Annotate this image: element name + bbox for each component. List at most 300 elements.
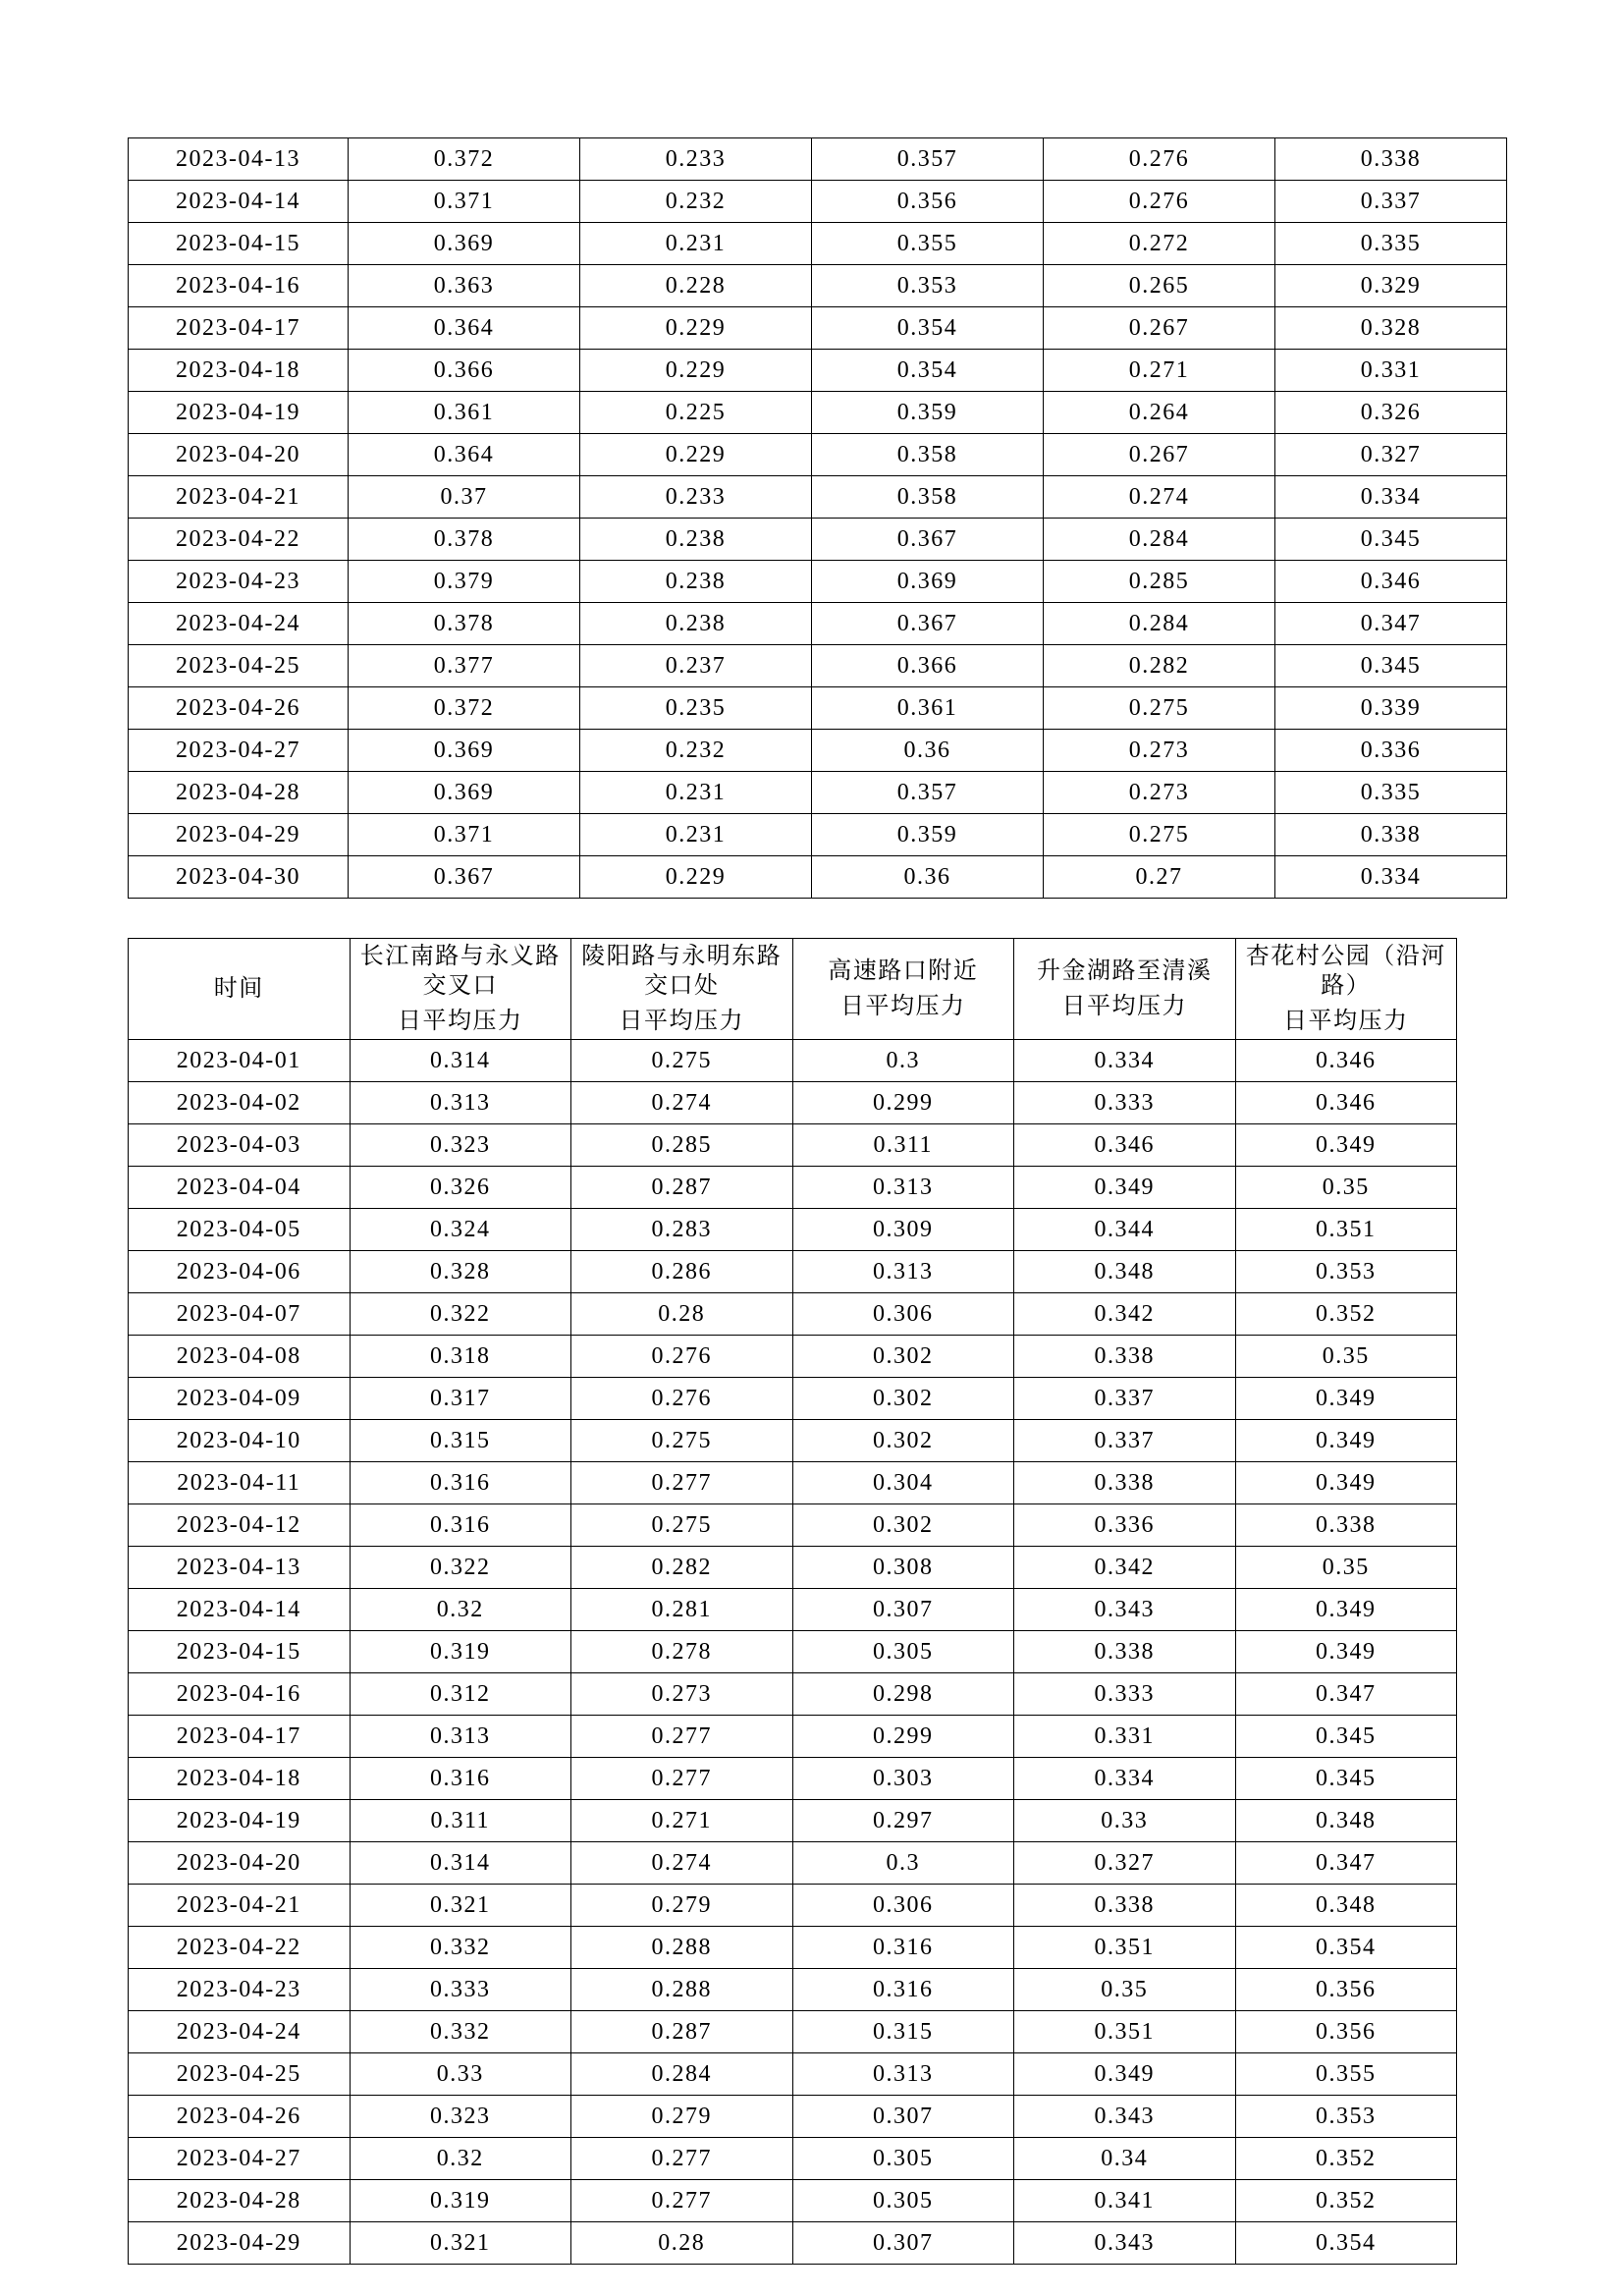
row-date: 2023-04-09 <box>129 1378 351 1420</box>
row-value: 0.315 <box>792 2011 1014 2053</box>
table-row <box>129 1969 1457 2011</box>
row-date: 2023-04-15 <box>129 223 349 265</box>
row-value: 0.371 <box>349 181 580 223</box>
row-value: 0.326 <box>1275 392 1507 434</box>
row-value: 0.233 <box>580 476 812 519</box>
row-value: 0.27 <box>1044 856 1275 899</box>
header-time: 时间 <box>129 939 351 1040</box>
row-value: 0.299 <box>792 1082 1014 1124</box>
table-row <box>129 814 1507 856</box>
row-value: 0.333 <box>1014 1082 1236 1124</box>
table-row <box>129 2222 1457 2265</box>
row-value: 0.369 <box>349 730 580 772</box>
row-value: 0.369 <box>812 561 1044 603</box>
table-row <box>129 730 1507 772</box>
row-value: 0.308 <box>792 1547 1014 1589</box>
row-value: 0.229 <box>580 350 812 392</box>
row-value: 0.347 <box>1235 1842 1457 1885</box>
row-date: 2023-04-28 <box>129 2180 351 2222</box>
row-date: 2023-04-23 <box>129 1969 351 2011</box>
row-value: 0.348 <box>1235 1885 1457 1927</box>
row-date: 2023-04-17 <box>129 1716 351 1758</box>
table-row <box>129 1209 1457 1251</box>
row-value: 0.35 <box>1235 1167 1457 1209</box>
row-value: 0.276 <box>1044 138 1275 181</box>
row-value: 0.232 <box>580 730 812 772</box>
row-value: 0.347 <box>1235 1673 1457 1716</box>
row-value: 0.277 <box>571 1462 793 1504</box>
row-value: 0.276 <box>1044 181 1275 223</box>
row-date: 2023-04-20 <box>129 1842 351 1885</box>
row-value: 0.347 <box>1275 603 1507 645</box>
row-date: 2023-04-22 <box>129 519 349 561</box>
row-date: 2023-04-13 <box>129 138 349 181</box>
row-value: 0.316 <box>792 1969 1014 2011</box>
row-date: 2023-04-19 <box>129 392 349 434</box>
header-column-1 <box>350 939 571 1040</box>
row-value: 0.282 <box>1044 645 1275 687</box>
row-value: 0.342 <box>1014 1293 1236 1336</box>
row-value: 0.364 <box>349 434 580 476</box>
row-value: 0.366 <box>349 350 580 392</box>
row-date: 2023-04-05 <box>129 1209 351 1251</box>
row-value: 0.351 <box>1014 2011 1236 2053</box>
row-value: 0.354 <box>812 350 1044 392</box>
row-value: 0.334 <box>1275 856 1507 899</box>
row-date: 2023-04-14 <box>129 1589 351 1631</box>
row-value: 0.276 <box>571 1378 793 1420</box>
table-row <box>129 1040 1457 1082</box>
row-value: 0.275 <box>571 1504 793 1547</box>
row-value: 0.35 <box>1014 1969 1236 2011</box>
header-column-2-sub: 日平均压力 <box>619 1009 744 1034</box>
pressure-table-continued <box>128 137 1507 899</box>
table-row <box>129 1336 1457 1378</box>
row-value: 0.343 <box>1014 2096 1236 2138</box>
table-header-row <box>129 939 1457 1040</box>
row-value: 0.302 <box>792 1420 1014 1462</box>
row-value: 0.28 <box>571 2222 793 2265</box>
row-date: 2023-04-25 <box>129 645 349 687</box>
header-column-1-title: 长江南路与永义路交叉口 <box>359 944 561 999</box>
row-value: 0.327 <box>1275 434 1507 476</box>
row-value: 0.313 <box>350 1716 571 1758</box>
row-date: 2023-04-25 <box>129 2053 351 2096</box>
table-row <box>129 1462 1457 1504</box>
table-row <box>129 772 1507 814</box>
row-date: 2023-04-13 <box>129 1547 351 1589</box>
row-date: 2023-04-20 <box>129 434 349 476</box>
table-row <box>129 1378 1457 1420</box>
table-row <box>129 1124 1457 1167</box>
row-date: 2023-04-21 <box>129 476 349 519</box>
row-value: 0.343 <box>1014 1589 1236 1631</box>
table-row <box>129 519 1507 561</box>
row-value: 0.331 <box>1275 350 1507 392</box>
row-date: 2023-04-10 <box>129 1420 351 1462</box>
row-value: 0.273 <box>1044 730 1275 772</box>
row-value: 0.335 <box>1275 223 1507 265</box>
table-row <box>129 1885 1457 1927</box>
row-value: 0.354 <box>1235 1927 1457 1969</box>
row-value: 0.343 <box>1014 2222 1236 2265</box>
row-value: 0.302 <box>792 1378 1014 1420</box>
row-value: 0.336 <box>1275 730 1507 772</box>
row-value: 0.33 <box>350 2053 571 2096</box>
row-value: 0.37 <box>349 476 580 519</box>
row-value: 0.333 <box>350 1969 571 2011</box>
row-value: 0.336 <box>1014 1504 1236 1547</box>
table-row <box>129 1504 1457 1547</box>
row-value: 0.281 <box>571 1589 793 1631</box>
row-value: 0.229 <box>580 856 812 899</box>
table-row <box>129 138 1507 181</box>
row-value: 0.275 <box>571 1420 793 1462</box>
row-value: 0.353 <box>1235 2096 1457 2138</box>
row-value: 0.279 <box>571 2096 793 2138</box>
row-value: 0.34 <box>1014 2138 1236 2180</box>
table-row <box>129 434 1507 476</box>
row-value: 0.334 <box>1014 1040 1236 1082</box>
row-value: 0.284 <box>1044 519 1275 561</box>
row-value: 0.282 <box>571 1547 793 1589</box>
row-value: 0.229 <box>580 307 812 350</box>
row-value: 0.377 <box>349 645 580 687</box>
row-value: 0.235 <box>580 687 812 730</box>
row-value: 0.372 <box>349 138 580 181</box>
row-value: 0.335 <box>1275 772 1507 814</box>
row-value: 0.313 <box>792 1167 1014 1209</box>
row-date: 2023-04-17 <box>129 307 349 350</box>
row-value: 0.334 <box>1275 476 1507 519</box>
table-row <box>129 1082 1457 1124</box>
row-value: 0.307 <box>792 2222 1014 2265</box>
row-value: 0.288 <box>571 1927 793 1969</box>
table-row <box>129 1631 1457 1673</box>
row-value: 0.311 <box>350 1800 571 1842</box>
row-value: 0.238 <box>580 519 812 561</box>
row-value: 0.274 <box>1044 476 1275 519</box>
row-value: 0.238 <box>580 561 812 603</box>
row-value: 0.353 <box>1235 1251 1457 1293</box>
row-value: 0.355 <box>812 223 1044 265</box>
row-value: 0.357 <box>812 772 1044 814</box>
row-value: 0.359 <box>812 392 1044 434</box>
row-value: 0.36 <box>812 856 1044 899</box>
table-row <box>129 1927 1457 1969</box>
row-value: 0.285 <box>1044 561 1275 603</box>
row-value: 0.316 <box>350 1462 571 1504</box>
row-value: 0.286 <box>571 1251 793 1293</box>
table-row <box>129 687 1507 730</box>
table-row <box>129 2011 1457 2053</box>
table-row <box>129 561 1507 603</box>
row-value: 0.358 <box>812 476 1044 519</box>
row-value: 0.329 <box>1275 265 1507 307</box>
row-date: 2023-04-21 <box>129 1885 351 1927</box>
row-value: 0.32 <box>350 1589 571 1631</box>
row-date: 2023-04-26 <box>129 687 349 730</box>
table-row <box>129 1589 1457 1631</box>
row-value: 0.305 <box>792 2180 1014 2222</box>
table-row <box>129 645 1507 687</box>
row-value: 0.275 <box>1044 814 1275 856</box>
row-value: 0.356 <box>812 181 1044 223</box>
row-value: 0.33 <box>1014 1800 1236 1842</box>
row-date: 2023-04-07 <box>129 1293 351 1336</box>
row-value: 0.275 <box>571 1040 793 1082</box>
row-date: 2023-04-19 <box>129 1800 351 1842</box>
row-value: 0.297 <box>792 1800 1014 1842</box>
row-date: 2023-04-28 <box>129 772 349 814</box>
row-value: 0.338 <box>1014 1336 1236 1378</box>
row-value: 0.341 <box>1014 2180 1236 2222</box>
row-value: 0.319 <box>350 2180 571 2222</box>
row-date: 2023-04-12 <box>129 1504 351 1547</box>
row-value: 0.265 <box>1044 265 1275 307</box>
row-value: 0.367 <box>349 856 580 899</box>
table-row <box>129 350 1507 392</box>
row-date: 2023-04-29 <box>129 814 349 856</box>
table-row <box>129 476 1507 519</box>
row-date: 2023-04-30 <box>129 856 349 899</box>
row-date: 2023-04-29 <box>129 2222 351 2265</box>
row-value: 0.344 <box>1014 1209 1236 1251</box>
row-value: 0.328 <box>350 1251 571 1293</box>
row-value: 0.306 <box>792 1885 1014 1927</box>
row-value: 0.284 <box>1044 603 1275 645</box>
table-row <box>129 1673 1457 1716</box>
header-column-5 <box>1235 939 1457 1040</box>
row-value: 0.229 <box>580 434 812 476</box>
row-value: 0.302 <box>792 1336 1014 1378</box>
row-value: 0.271 <box>1044 350 1275 392</box>
table-row <box>129 1251 1457 1293</box>
table-row <box>129 2053 1457 2096</box>
table-row <box>129 1167 1457 1209</box>
row-date: 2023-04-23 <box>129 561 349 603</box>
row-value: 0.337 <box>1014 1378 1236 1420</box>
row-value: 0.349 <box>1235 1124 1457 1167</box>
row-value: 0.287 <box>571 1167 793 1209</box>
row-value: 0.349 <box>1235 1378 1457 1420</box>
row-value: 0.285 <box>571 1124 793 1167</box>
table-row <box>129 1758 1457 1800</box>
row-value: 0.338 <box>1014 1631 1236 1673</box>
row-value: 0.313 <box>792 2053 1014 2096</box>
row-date: 2023-04-15 <box>129 1631 351 1673</box>
row-value: 0.316 <box>792 1927 1014 1969</box>
row-value: 0.379 <box>349 561 580 603</box>
header-column-4 <box>1014 939 1236 1040</box>
table-row <box>129 1547 1457 1589</box>
table-spacer <box>128 899 1495 938</box>
row-value: 0.311 <box>792 1124 1014 1167</box>
row-value: 0.345 <box>1275 645 1507 687</box>
row-value: 0.232 <box>580 181 812 223</box>
row-date: 2023-04-26 <box>129 2096 351 2138</box>
header-column-3-sub: 日平均压力 <box>840 994 966 1019</box>
row-date: 2023-04-16 <box>129 265 349 307</box>
row-value: 0.327 <box>1014 1842 1236 1885</box>
row-value: 0.367 <box>812 603 1044 645</box>
table-row <box>129 1800 1457 1842</box>
row-value: 0.349 <box>1014 1167 1236 1209</box>
row-value: 0.309 <box>792 1209 1014 1251</box>
row-value: 0.3 <box>792 1842 1014 1885</box>
row-value: 0.3 <box>792 1040 1014 1082</box>
row-value: 0.367 <box>812 519 1044 561</box>
row-value: 0.36 <box>812 730 1044 772</box>
row-value: 0.352 <box>1235 1293 1457 1336</box>
table-row <box>129 1716 1457 1758</box>
row-value: 0.337 <box>1275 181 1507 223</box>
row-value: 0.272 <box>1044 223 1275 265</box>
row-value: 0.321 <box>350 2222 571 2265</box>
row-value: 0.369 <box>349 223 580 265</box>
row-value: 0.316 <box>350 1504 571 1547</box>
row-value: 0.307 <box>792 1589 1014 1631</box>
header-column-4-title: 升金湖路至清溪 <box>1037 958 1213 984</box>
row-value: 0.313 <box>350 1082 571 1124</box>
header-column-3-title: 高速路口附近 <box>828 958 979 984</box>
row-value: 0.359 <box>812 814 1044 856</box>
row-date: 2023-04-11 <box>129 1462 351 1504</box>
row-value: 0.322 <box>350 1547 571 1589</box>
header-column-2-title: 陵阳路与永明东路交口处 <box>581 944 783 999</box>
row-date: 2023-04-03 <box>129 1124 351 1167</box>
row-value: 0.356 <box>1235 1969 1457 2011</box>
row-value: 0.345 <box>1235 1716 1457 1758</box>
row-value: 0.372 <box>349 687 580 730</box>
row-value: 0.349 <box>1235 1631 1457 1673</box>
row-value: 0.338 <box>1235 1504 1457 1547</box>
row-value: 0.278 <box>571 1631 793 1673</box>
row-value: 0.346 <box>1014 1124 1236 1167</box>
header-column-1-sub: 日平均压力 <box>398 1009 523 1034</box>
row-value: 0.322 <box>350 1293 571 1336</box>
row-value: 0.323 <box>350 1124 571 1167</box>
row-value: 0.298 <box>792 1673 1014 1716</box>
table-row <box>129 2096 1457 2138</box>
row-value: 0.314 <box>350 1040 571 1082</box>
row-value: 0.361 <box>812 687 1044 730</box>
row-value: 0.332 <box>350 1927 571 1969</box>
row-value: 0.345 <box>1275 519 1507 561</box>
row-value: 0.366 <box>812 645 1044 687</box>
row-value: 0.358 <box>812 434 1044 476</box>
pressure-table-second <box>128 938 1457 2265</box>
row-value: 0.349 <box>1235 1462 1457 1504</box>
row-value: 0.312 <box>350 1673 571 1716</box>
row-value: 0.275 <box>1044 687 1275 730</box>
row-value: 0.306 <box>792 1293 1014 1336</box>
row-value: 0.354 <box>812 307 1044 350</box>
row-date: 2023-04-02 <box>129 1082 351 1124</box>
row-value: 0.357 <box>812 138 1044 181</box>
row-value: 0.364 <box>349 307 580 350</box>
row-value: 0.334 <box>1014 1758 1236 1800</box>
row-value: 0.274 <box>571 1842 793 1885</box>
row-value: 0.338 <box>1014 1462 1236 1504</box>
row-value: 0.349 <box>1014 2053 1236 2096</box>
row-value: 0.353 <box>812 265 1044 307</box>
row-date: 2023-04-01 <box>129 1040 351 1082</box>
table-row <box>129 307 1507 350</box>
row-value: 0.267 <box>1044 434 1275 476</box>
row-value: 0.32 <box>350 2138 571 2180</box>
row-value: 0.288 <box>571 1969 793 2011</box>
row-value: 0.351 <box>1235 1209 1457 1251</box>
row-value: 0.274 <box>571 1082 793 1124</box>
row-value: 0.35 <box>1235 1547 1457 1589</box>
row-value: 0.332 <box>350 2011 571 2053</box>
row-value: 0.277 <box>571 1716 793 1758</box>
row-date: 2023-04-24 <box>129 2011 351 2053</box>
table-row <box>129 603 1507 645</box>
row-value: 0.345 <box>1235 1758 1457 1800</box>
row-value: 0.35 <box>1235 1336 1457 1378</box>
row-value: 0.267 <box>1044 307 1275 350</box>
row-value: 0.231 <box>580 814 812 856</box>
table-row <box>129 1842 1457 1885</box>
row-value: 0.319 <box>350 1631 571 1673</box>
row-value: 0.346 <box>1275 561 1507 603</box>
row-value: 0.233 <box>580 138 812 181</box>
row-value: 0.339 <box>1275 687 1507 730</box>
row-value: 0.348 <box>1235 1800 1457 1842</box>
row-value: 0.28 <box>571 1293 793 1336</box>
table-row <box>129 2180 1457 2222</box>
row-value: 0.316 <box>350 1758 571 1800</box>
row-value: 0.277 <box>571 1758 793 1800</box>
header-column-5-title: 杏花村公园（沿河路） <box>1245 944 1446 999</box>
row-value: 0.354 <box>1235 2222 1457 2265</box>
row-value: 0.283 <box>571 1209 793 1251</box>
row-value: 0.338 <box>1275 138 1507 181</box>
row-value: 0.324 <box>350 1209 571 1251</box>
header-column-4-sub: 日平均压力 <box>1061 994 1187 1019</box>
header-column-5-sub: 日平均压力 <box>1283 1009 1409 1034</box>
row-value: 0.331 <box>1014 1716 1236 1758</box>
table-row <box>129 1420 1457 1462</box>
row-date: 2023-04-22 <box>129 1927 351 1969</box>
row-value: 0.279 <box>571 1885 793 1927</box>
row-date: 2023-04-18 <box>129 1758 351 1800</box>
row-value: 0.314 <box>350 1842 571 1885</box>
row-value: 0.356 <box>1235 2011 1457 2053</box>
row-value: 0.338 <box>1275 814 1507 856</box>
row-value: 0.317 <box>350 1378 571 1420</box>
row-value: 0.271 <box>571 1800 793 1842</box>
row-date: 2023-04-27 <box>129 2138 351 2180</box>
row-value: 0.346 <box>1235 1082 1457 1124</box>
row-value: 0.378 <box>349 603 580 645</box>
row-value: 0.228 <box>580 265 812 307</box>
row-value: 0.305 <box>792 1631 1014 1673</box>
row-value: 0.304 <box>792 1462 1014 1504</box>
row-value: 0.305 <box>792 2138 1014 2180</box>
row-value: 0.351 <box>1014 1927 1236 1969</box>
row-value: 0.303 <box>792 1758 1014 1800</box>
row-value: 0.333 <box>1014 1673 1236 1716</box>
row-value: 0.371 <box>349 814 580 856</box>
row-value: 0.315 <box>350 1420 571 1462</box>
row-date: 2023-04-14 <box>129 181 349 223</box>
row-value: 0.284 <box>571 2053 793 2096</box>
row-value: 0.231 <box>580 223 812 265</box>
row-value: 0.349 <box>1235 1420 1457 1462</box>
